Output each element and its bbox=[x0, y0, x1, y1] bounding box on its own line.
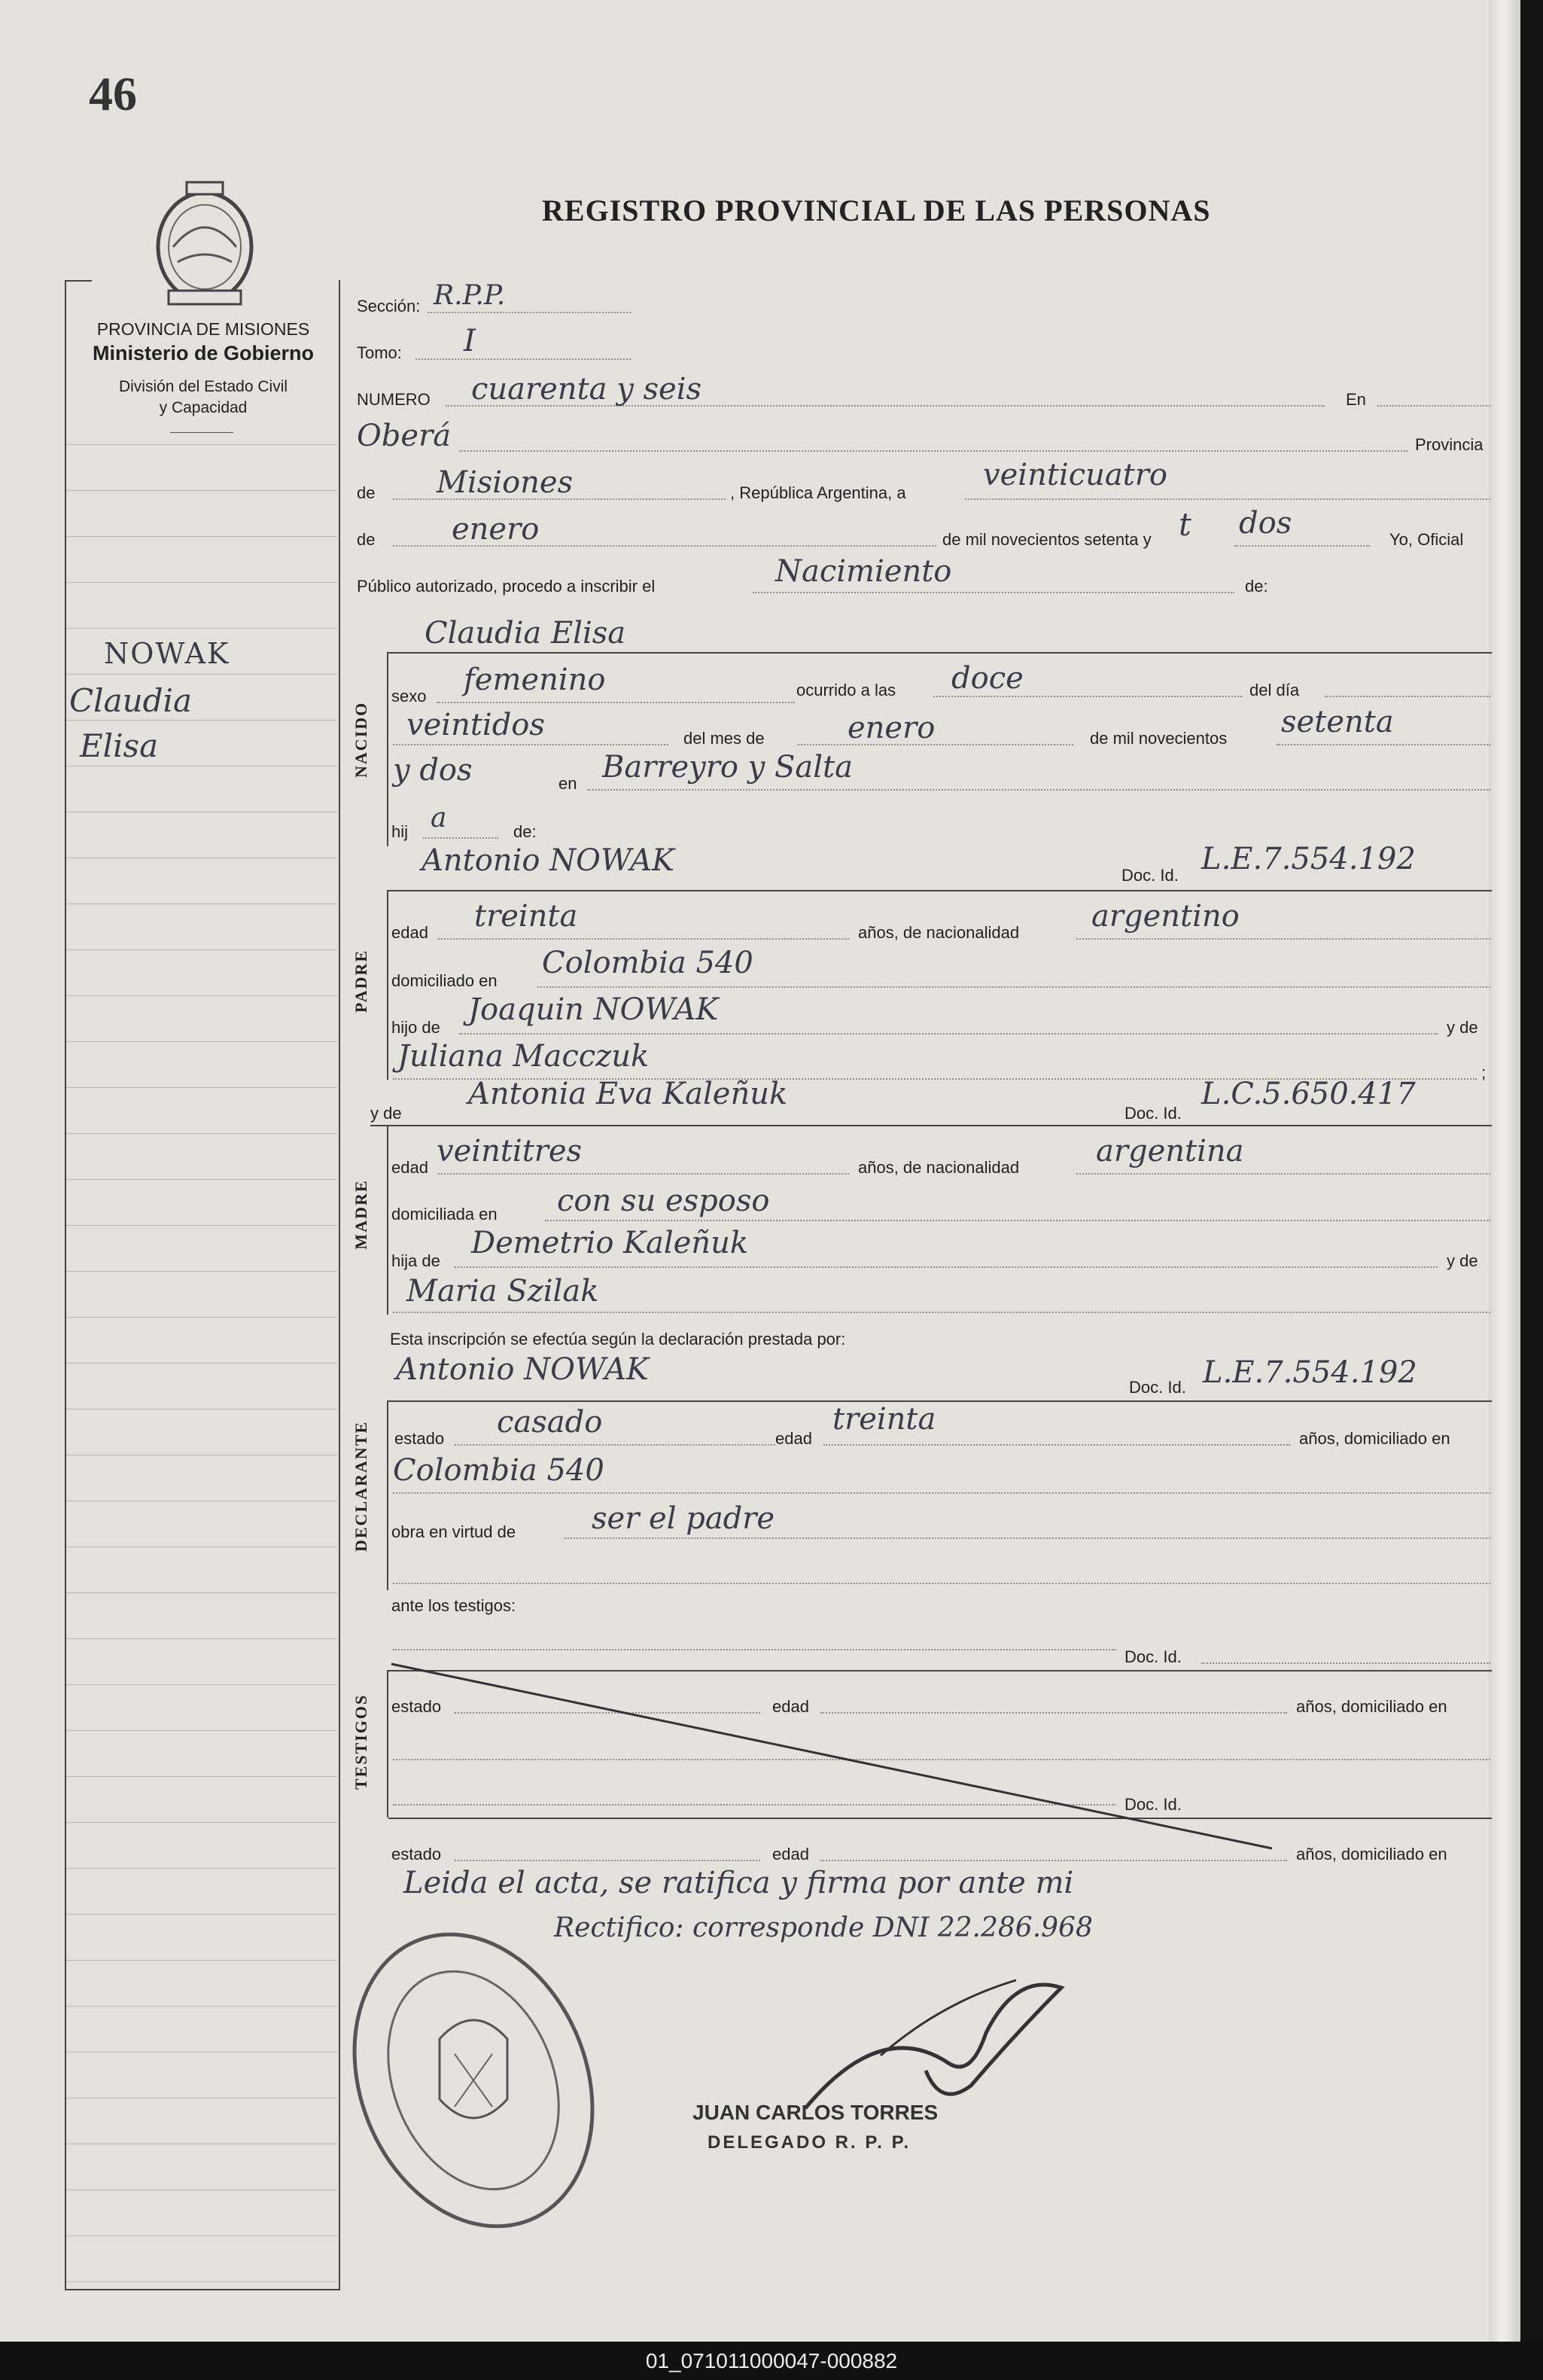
padre-domicilio-value: Colombia 540 bbox=[542, 946, 753, 980]
dia-nac-value: veintidos bbox=[406, 708, 545, 742]
nacido-bracket bbox=[387, 652, 388, 846]
padre-doc-label: Doc. Id. bbox=[1121, 866, 1179, 885]
lugar-nac-line bbox=[587, 789, 1490, 791]
de-label-2: de bbox=[357, 530, 376, 549]
madre-bracket bbox=[387, 1125, 388, 1315]
margin-ruled-line bbox=[66, 628, 337, 629]
margin-ruled-line bbox=[66, 1776, 337, 1777]
numero-label: NUMERO bbox=[357, 390, 431, 409]
margin-first-name: Claudia bbox=[69, 682, 193, 719]
madre-section-label: MADRE bbox=[352, 1179, 370, 1250]
declarante-doc-value: L.E.7.554.192 bbox=[1203, 1355, 1417, 1390]
madre-nac-line bbox=[1076, 1173, 1490, 1175]
declarante-edad-value: treinta bbox=[832, 1402, 936, 1437]
abuela-paterna: Juliana Macczuk bbox=[397, 1039, 650, 1074]
madre-edad-value: veintitres bbox=[437, 1134, 583, 1169]
margin-ruled-line bbox=[66, 1960, 337, 1961]
declarante-estado-label: estado bbox=[394, 1429, 445, 1448]
declarante-edad-line bbox=[823, 1444, 1290, 1446]
margin-second-name: Elisa bbox=[80, 727, 159, 764]
anio-unidad-value: dos bbox=[1239, 506, 1292, 541]
dia-inscripcion-value: veinticuatro bbox=[983, 458, 1167, 492]
margin-surname: NOWAK bbox=[104, 637, 230, 670]
margin-ruled-line bbox=[66, 1914, 337, 1915]
numero-value: cuarenta y seis bbox=[471, 372, 702, 407]
margin-ruled-line bbox=[66, 720, 337, 721]
padre-bracket bbox=[387, 890, 388, 1080]
mil-nov-label-2: de mil novecientos bbox=[1090, 729, 1228, 748]
y-de-label-1: y de bbox=[1447, 1018, 1478, 1037]
obra-label: obra en virtud de bbox=[391, 1522, 516, 1541]
margin-ruled-line bbox=[66, 444, 337, 445]
margin-ruled-line bbox=[66, 1363, 337, 1364]
margin-ruled-line bbox=[66, 949, 337, 950]
padre-top-rule bbox=[388, 890, 1492, 891]
registry-title: REGISTRO PROVINCIAL DE LAS PERSONAS bbox=[542, 194, 1211, 227]
declarante-blank-line bbox=[393, 1583, 1490, 1584]
hora-value: doce bbox=[951, 661, 1024, 696]
division-label: División del Estado Civil bbox=[118, 378, 288, 395]
lugar-nac-value: Barreyro y Salta bbox=[602, 750, 853, 785]
de-label-4: de: bbox=[513, 822, 537, 841]
mil-novecientos-label: de mil novecientos setenta y bbox=[942, 530, 1152, 549]
mes-nac-line bbox=[798, 744, 1073, 745]
abuela-m-line bbox=[393, 1312, 1490, 1313]
declarante-estado-value: casado bbox=[497, 1405, 603, 1440]
nacido-section-label: NACIDO bbox=[352, 701, 370, 778]
hora-line bbox=[933, 696, 1242, 697]
sexo-line bbox=[437, 702, 795, 703]
folio-number: 46 bbox=[89, 67, 137, 120]
madre-edad-label: edad bbox=[391, 1158, 428, 1177]
declarante-bracket bbox=[387, 1400, 388, 1590]
margin-ruled-line bbox=[66, 490, 337, 491]
provincia-label: Provincia bbox=[1415, 435, 1484, 454]
testigo2-domicilio-label: años, domiciliado en bbox=[1296, 1845, 1447, 1863]
lugar-value: Oberá bbox=[357, 419, 452, 453]
republica-label: , República Argentina, a bbox=[730, 483, 906, 502]
margin-ruled-line bbox=[66, 1225, 337, 1226]
declarante-edad-label: edad bbox=[775, 1429, 812, 1448]
padre-nacionalidad-value: argentino bbox=[1091, 899, 1240, 934]
en-label: En bbox=[1346, 390, 1366, 409]
padre-nac-label: años, de nacionalidad bbox=[858, 923, 1020, 942]
de-label-1: de bbox=[357, 483, 376, 502]
abuela-materna: Maria Szilak bbox=[406, 1274, 599, 1309]
hij-label: hij bbox=[391, 822, 409, 841]
padre-domicilio-label: domiciliado en bbox=[391, 971, 498, 990]
mes-inscripcion-value: enero bbox=[452, 512, 540, 547]
margin-ruled-line bbox=[66, 1822, 337, 1823]
publico-label: Público autorizado, procedo a inscribir el bbox=[357, 577, 656, 596]
margin-ruled-line bbox=[66, 1684, 337, 1685]
ministry-label: Ministerio de Gobierno bbox=[92, 342, 315, 364]
testigos-label: ante los testigos: bbox=[391, 1596, 516, 1615]
madre-nacionalidad-value: argentina bbox=[1096, 1134, 1244, 1169]
anio-nac-value: setenta bbox=[1281, 705, 1394, 739]
official-stamp bbox=[349, 1918, 605, 2242]
madre-domicilio-line bbox=[545, 1220, 1490, 1221]
testigo1-domicilio-label: años, domiciliado en bbox=[1296, 1697, 1447, 1716]
anio-nac-value-2: y dos bbox=[393, 753, 473, 788]
cancel-strike-line bbox=[384, 1656, 1287, 1860]
padre-domicilio-line bbox=[537, 986, 1490, 988]
semicolon: ; bbox=[1481, 1063, 1487, 1082]
anio-decada-value: t bbox=[1179, 506, 1191, 543]
acto-line bbox=[753, 592, 1234, 593]
declarante-section-label: DECLARANTE bbox=[352, 1420, 370, 1552]
margin-ruled-line bbox=[66, 1271, 337, 1272]
tomo-label: Tomo: bbox=[357, 343, 402, 362]
declarante-estado-line bbox=[455, 1444, 775, 1446]
margin-ruled-line bbox=[66, 2006, 337, 2007]
testigo2-doc-label: Doc. Id. bbox=[1125, 1795, 1182, 1814]
en-line bbox=[1377, 405, 1490, 407]
de-label-3: de: bbox=[1245, 577, 1268, 596]
testigo1-doc-label: Doc. Id. bbox=[1125, 1647, 1182, 1666]
tomo-value: I bbox=[464, 324, 476, 358]
testigos-section-label: TESTIGOS bbox=[352, 1693, 370, 1790]
abuelo-paterno: Joaquin NOWAK bbox=[468, 992, 719, 1027]
page-edge bbox=[1489, 0, 1520, 2342]
tomo-line bbox=[415, 358, 631, 360]
margin-ruled-line bbox=[66, 1592, 337, 1593]
hij-line bbox=[423, 837, 498, 839]
margin-right-border bbox=[339, 280, 340, 2289]
seccion-value: R.P.P. bbox=[434, 280, 506, 311]
declarante-domicilio-label: años, domiciliado en bbox=[1299, 1429, 1450, 1448]
padre-nac-line bbox=[1076, 938, 1490, 940]
declaracion-label: Esta inscripción se efectúa según la declaración prestada por: bbox=[390, 1330, 846, 1348]
declarante-domicilio-value: Colombia 540 bbox=[393, 1453, 604, 1488]
division-label-2: y Capacidad bbox=[159, 399, 248, 416]
testigo2-estado-line bbox=[455, 1860, 760, 1861]
abuelo-line bbox=[459, 1033, 1438, 1035]
testigo1-estado-label: estado bbox=[391, 1697, 442, 1716]
madre-doc-label: Doc. Id. bbox=[1125, 1104, 1182, 1123]
testigo1-line bbox=[393, 1649, 1115, 1650]
madre-domicilio-label: domiciliada en bbox=[391, 1205, 498, 1224]
delegate-title: DELEGADO R. P. P. bbox=[708, 2132, 911, 2153]
testigo2-edad-label: edad bbox=[772, 1845, 809, 1863]
provincial-coat-of-arms bbox=[148, 178, 262, 310]
margin-ruled-line bbox=[66, 1041, 337, 1042]
padre-edad-value: treinta bbox=[474, 899, 578, 934]
testigo2-estado-label: estado bbox=[391, 1845, 442, 1863]
margin-ruled-line bbox=[66, 582, 337, 583]
madre-nac-label: años, de nacionalidad bbox=[858, 1158, 1020, 1177]
margin-ruled-line bbox=[66, 1638, 337, 1639]
y-de-label-3: y de bbox=[1447, 1251, 1478, 1270]
obra-line bbox=[565, 1537, 1490, 1539]
acto-value: Nacimiento bbox=[775, 554, 952, 589]
margin-ruled-line bbox=[66, 2281, 337, 2282]
inscripto-nombre: Claudia Elisa bbox=[425, 616, 626, 651]
declarante-nombre: Antonio NOWAK bbox=[396, 1352, 649, 1387]
ocurrido-label: ocurrido a las bbox=[796, 681, 896, 699]
madre-edad-line bbox=[438, 1173, 849, 1175]
seccion-line bbox=[428, 312, 631, 313]
margin-ruled-line bbox=[66, 536, 337, 537]
delegate-name: JUAN CARLOS TORRES bbox=[692, 2101, 939, 2124]
padre-doc-value: L.E.7.554.192 bbox=[1201, 842, 1416, 876]
declarante-domicilio-line bbox=[393, 1492, 1490, 1494]
declarante-top-rule bbox=[388, 1400, 1492, 1402]
nacido-top-rule bbox=[388, 652, 1492, 654]
padre-edad-line bbox=[438, 938, 849, 940]
margin-ruled-line bbox=[66, 1317, 337, 1318]
margin-ruled-line bbox=[66, 1179, 337, 1180]
obra-value: ser el padre bbox=[592, 1501, 775, 1536]
y-de-label-2: y de bbox=[370, 1104, 402, 1123]
margin-top-border bbox=[65, 280, 92, 282]
hij-value: a bbox=[431, 803, 447, 833]
seccion-label: Sección: bbox=[357, 297, 421, 315]
sexo-value: femenino bbox=[464, 663, 606, 697]
del-dia-label: del día bbox=[1249, 681, 1300, 699]
margin-ruled-line bbox=[66, 1730, 337, 1731]
declarante-doc-label: Doc. Id. bbox=[1129, 1378, 1186, 1397]
padre-section-label: PADRE bbox=[352, 949, 370, 1013]
testigo2-edad-line bbox=[820, 1860, 1287, 1861]
dia-line bbox=[965, 498, 1490, 500]
abuelo-materno: Demetrio Kaleñuk bbox=[471, 1226, 749, 1260]
margin-ruled-line bbox=[66, 1087, 337, 1088]
en-label-2: en bbox=[558, 774, 577, 793]
margin-ruled-line bbox=[66, 674, 337, 675]
padre-hijo-label: hijo de bbox=[391, 1018, 440, 1037]
abuelo-m-line bbox=[455, 1266, 1438, 1268]
margin-ruled-line bbox=[66, 2235, 337, 2236]
dia-nac-line bbox=[393, 744, 668, 745]
margin-ruled-line bbox=[66, 995, 337, 996]
lugar-line bbox=[459, 450, 1408, 452]
testigo1-edad-label: edad bbox=[772, 1697, 809, 1716]
province-label: PROVINCIA DE MISIONES bbox=[96, 319, 310, 339]
provincia-value: Misiones bbox=[437, 465, 574, 500]
anio-line bbox=[1234, 545, 1370, 547]
padre-edad-label: edad bbox=[391, 923, 428, 942]
cierre-dni: Rectifico: corresponde DNI 22.286.968 bbox=[554, 1912, 1093, 1943]
madre-nombre: Antonia Eva Kaleñuk bbox=[468, 1077, 788, 1111]
del-dia-line bbox=[1325, 696, 1490, 697]
margin-ruled-line bbox=[66, 1868, 337, 1869]
del-mes-label: del mes de bbox=[683, 729, 765, 748]
mes-nac-value: enero bbox=[848, 711, 936, 745]
margin-bottom-border bbox=[65, 2289, 340, 2290]
madre-top-rule bbox=[370, 1125, 1492, 1126]
image-filename-bar: 01_071011000047-000882 bbox=[0, 2342, 1543, 2380]
padre-nombre: Antonio NOWAK bbox=[422, 843, 674, 878]
header-rule bbox=[170, 432, 233, 433]
madre-hija-label: hija de bbox=[391, 1251, 440, 1270]
margin-ruled-line bbox=[66, 1133, 337, 1134]
madre-domicilio-value: con su esposo bbox=[557, 1184, 770, 1218]
oficial-label: Yo, Oficial bbox=[1389, 530, 1464, 549]
anio-nac-line bbox=[1277, 744, 1490, 745]
sexo-label: sexo bbox=[391, 687, 427, 705]
cierre-texto: Leida el acta, se ratifica y firma por ante mi bbox=[403, 1866, 1074, 1900]
madre-doc-value: L.C.5.650.417 bbox=[1201, 1077, 1416, 1111]
